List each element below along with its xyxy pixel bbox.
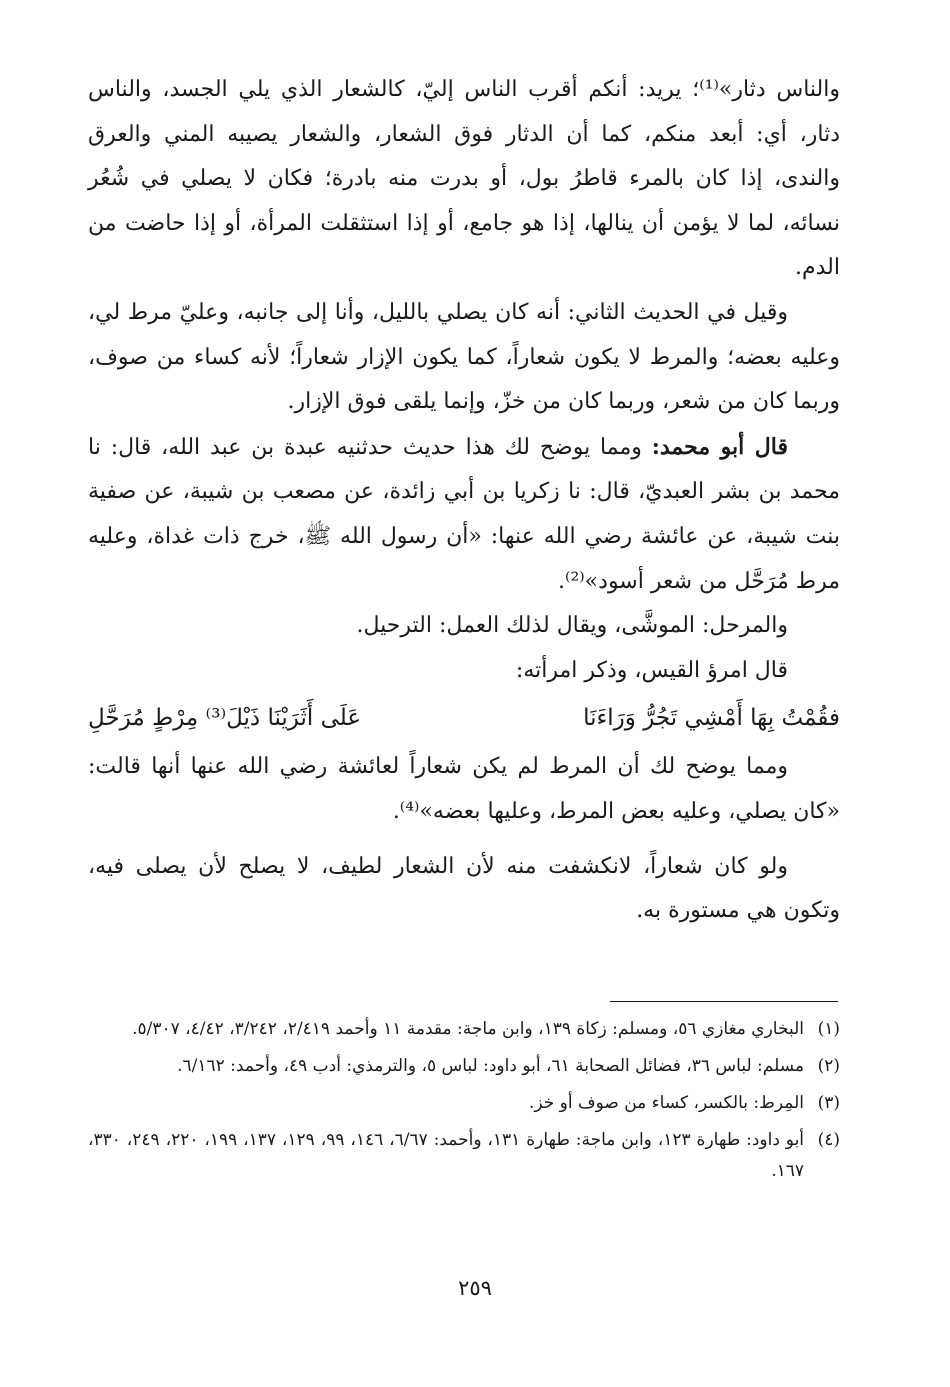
footnote-text: المِرط: بالكسر، كساء من صوف أو خز. [528, 1093, 804, 1113]
footnote-number: (٣) [817, 1093, 840, 1113]
verse-first-hemistich: فقُمْتُ بِهَا أَمْشِي تَجُرُّ وَرَاءَنَا [583, 705, 840, 732]
footnote-number: (٤) [817, 1130, 840, 1150]
footnote-text: أبو داود: طهارة ١٢٣، وابن ماجة: طهارة ١٣١، وأحمد: ٦/٦٧، ١٤٦، ٩٩، ١٢٩، ١٣٧، ١٩٩، ٢٢٠، ٢٤٩، ٣٣٠، ١٦٧. [88, 1130, 805, 1181]
poem-verse [88, 695, 840, 741]
page-number: ٢٥٩ [458, 1276, 492, 1300]
paragraph-7: ولو كان شعاراً، لانكشفت منه لأن الشعار لطيف، لا يصلح لأن يصلى فيه، وتكون هي مستورة به. [88, 853, 840, 924]
footnote [88, 1088, 840, 1119]
paragraph-1: والناس دثار»⁽¹⁾؛ يريد: أنكم أقرب الناس إليّ، كالشعار الذي يلي الجسد، والناس دثار، أي: أبعد منكم، كما أن الدثار فوق الشعار، والشعار يصيبه المني والعرق والندى، إذا كان بالمرء قاطرُ بول، أو بدرت منه بادرة؛ فكان لا يصلي في شُعُر نسائه، لما لا يؤمن أن ينالها، إذا هو جامع، أو إذا استثقلت المرأة، أو إذا حاضت من الدم. [88, 77, 840, 281]
footnote [88, 1125, 840, 1187]
paragraph-2: وقيل في الحديث الثاني: أنه كان يصلي بالليل، وأنا إلى جانبه، وعليّ مرط لي، وعليه بعضه؛ والمرط لا يكون شعاراً، كما يكون الإزار شعاراً؛ لأنه كساء من صوف، وربما كان من شعر، وربما كان من خزّ، وإنما يلقى فوق الإزار. [88, 299, 840, 415]
footnote-text: مسلم: لباس ٣٦، فضائل الصحابة ٦١، أبو داود: لباس ٥، والترمذي: أدب ٤٩، وأحمد: ٦/١٦٢. [177, 1056, 804, 1076]
footnote-separator [610, 1001, 838, 1002]
paragraph-6: ومما يوضح لك أن المرط لم يكن شعاراً لعائشة رضي الله عنها أنها قالت: «كان يصلي، وعليه بعض المرط، وعليها بعضه»⁽⁴⁾. [88, 754, 840, 824]
speaker-label: قال أبو محمد: [651, 433, 788, 460]
footnote [88, 1014, 840, 1045]
footnote-number: (١) [817, 1019, 840, 1039]
verse-second-hemistich: عَلَى أَثَرَيْنَا ذَيْلَ⁽³⁾ مِرْطٍ مُرَحَّلِ [88, 705, 362, 732]
footnote [88, 1051, 840, 1082]
main-text [88, 68, 840, 934]
paragraph-5: قال امرؤ القيس، وذكر امرأته: [515, 657, 788, 683]
paragraph-4: والمرحل: الموشَّى، ويقال لذلك العمل: الترحيل. [356, 613, 788, 639]
paragraph-3 [88, 425, 840, 604]
footnote-text: البخاري مغازي ٥٦، ومسلم: زكاة ١٣٩، وابن ماجة: مقدمة ١١ وأحمد ٢/٤١٩، ٣/٢٤٢، ٤/٤٢، ٥/٣٠٧. [132, 1019, 804, 1039]
paragraph-3-text: ومما يوضح لك هذا حديث حدثنيه عبدة بن عبد الله، قال: نا محمد بن بشر العبديّ، قال: نا زكريا بن أبي زائدة، عن مصعب بن شيبة، عن صفية بنت شيبة، عن عائشة رضي الله عنها: «أن رسول الله ﷺ، خرج ذات غداة، وعليه مرط مُرَحَّل من شعر أسود»⁽²⁾. [88, 434, 840, 594]
footnotes [88, 1014, 840, 1193]
footnote-number: (٢) [817, 1056, 840, 1076]
